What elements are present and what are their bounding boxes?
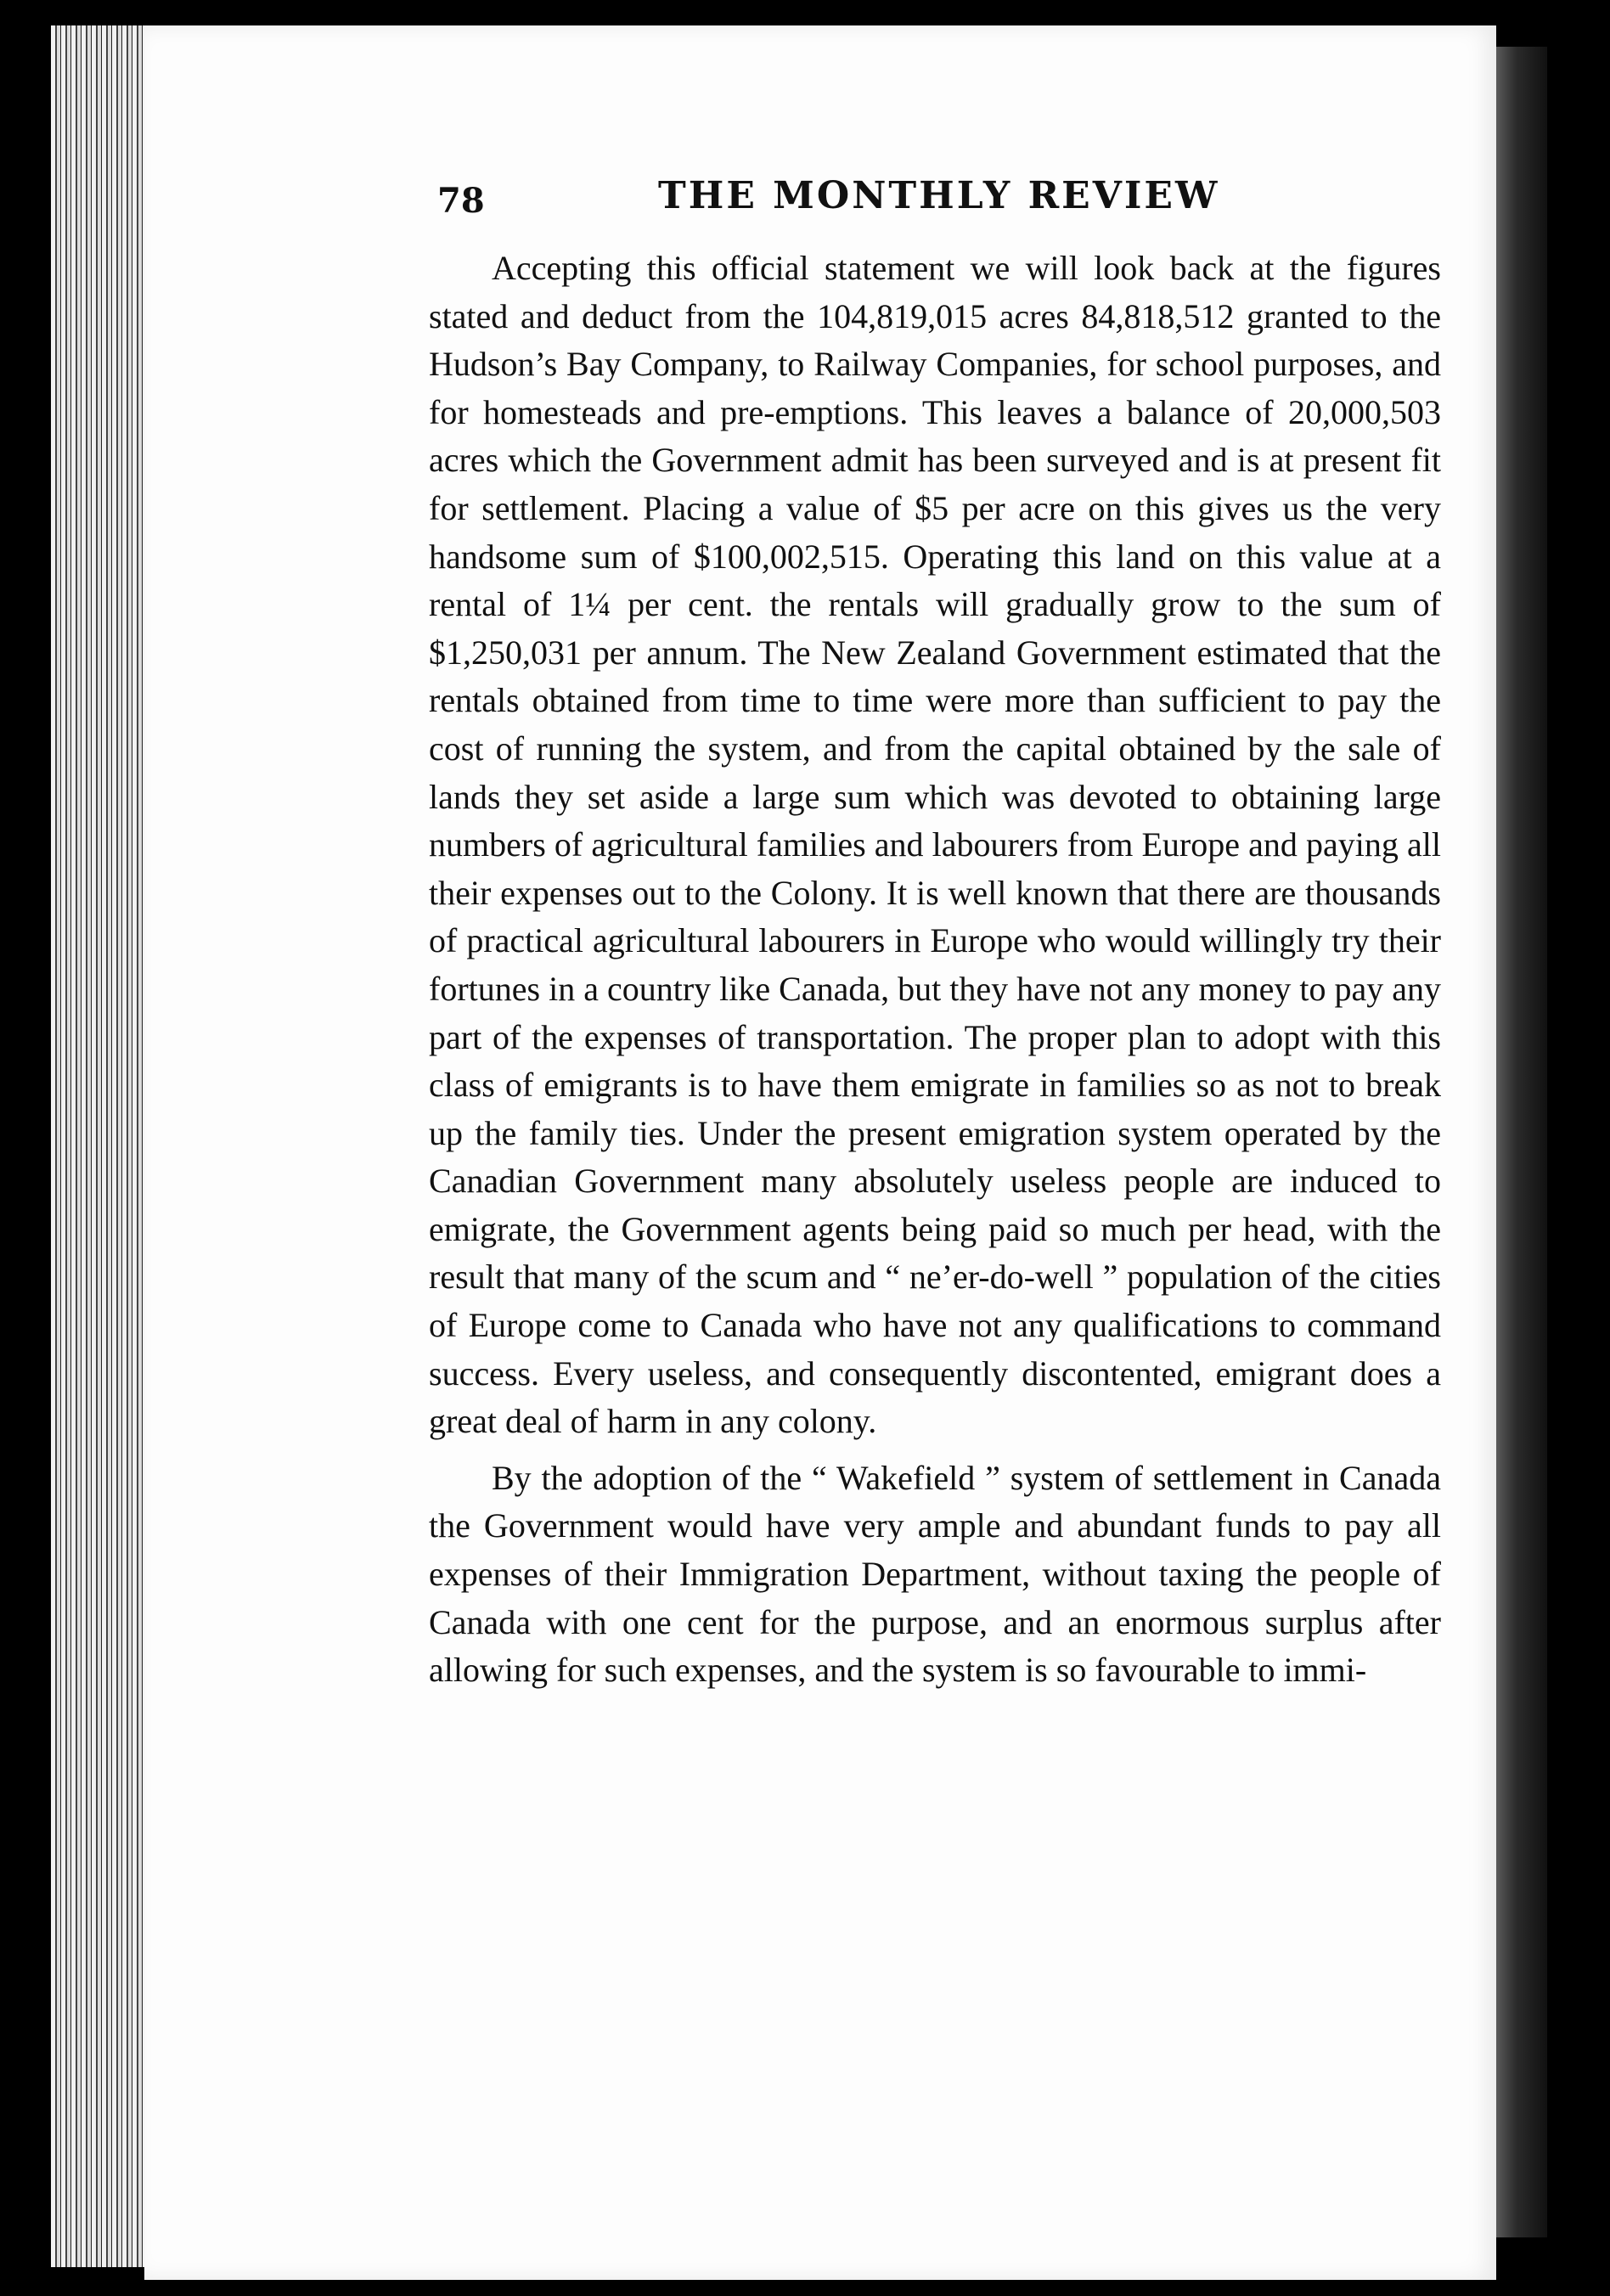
binding-gutter (1496, 47, 1547, 2237)
body-text (429, 245, 1441, 1695)
paragraph: Accepting this official statement we will look back at the figures stated and deduct from the 104,819,015 acres 84,818,512 granted to the Hudson’s Bay Company, to Railway Companies, for school purposes, and for homesteads and pre-emptions. This leaves a balance of 20,000,503 acres which the Government admit has been surveyed and is at present fit for settlement. Placing a value of $5 per acre on this gives us the very handsome sum of $100,002,515. Operating this land on this value at a rental of 1¼ per cent. the rentals will gradually grow to the sum of $1,250,031 per annum. The New Zealand Government estimated that the rentals obtained from time to time were more than sufficient to pay the cost of running the system, and from the capital obtained by the sale of lands they set aside a large sum which was devoted to obtaining large numbers of agricultural families and labourers from Europe and paying all their expenses out to the Colony. It is well known that there are thousands of practical agricultural labourers in Europe who would willingly try their fortunes in a country like Canada, but they have not any money to pay any part of the expenses of transportation. The proper plan to adopt with this class of emigrants is to have them emigrate in families so as not to break up the family ties. Under the present emigration system operated by the Canadian Government many absolutely useless people are induced to emigrate, the Government agents being paid so much per head, with the result that many of the scum and “ ne’er-do-well ” population of the cities of Europe come to Canada who have not any qualifications to command success. Every useless, and consequently discontented, emigrant does a great deal of harm in any colony. (429, 249, 1441, 1441)
page-number: 78 (437, 181, 485, 221)
paragraph: By the adoption of the “ Wakefield ” system of settlement in Canada the Government would have very ample and abundant funds to pay all expenses of their Immigration Department, without taxing the people of Canada with one cent for the purpose, and an enormous surplus after allowing for such expenses, and the system is so favourable to immi- (429, 1458, 1441, 1690)
running-title: THE MONTHLY REVIEW (658, 174, 1220, 217)
page-block-edges (51, 25, 149, 2267)
running-header (437, 174, 1439, 234)
